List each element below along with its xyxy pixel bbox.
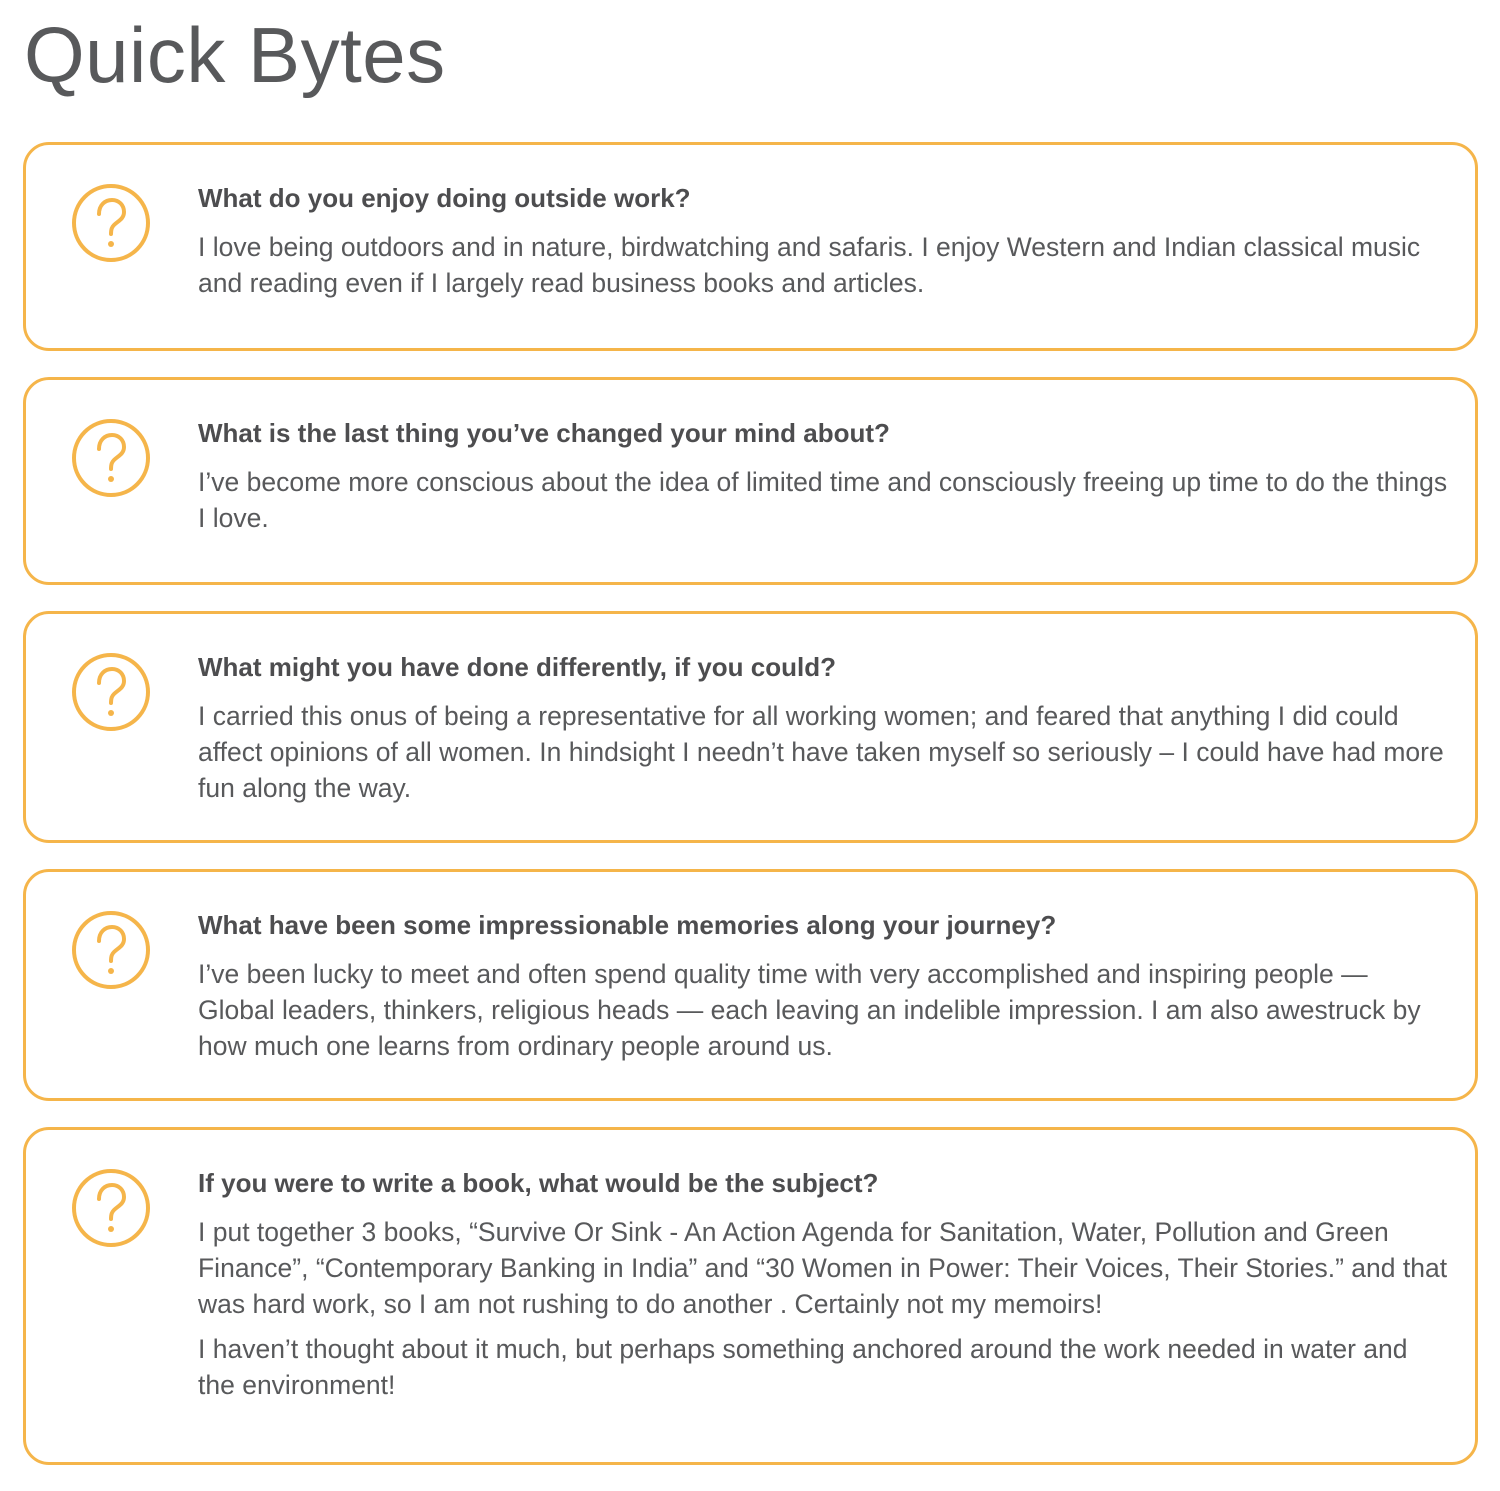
question-text: What have been some impressionable memories along your journey? xyxy=(198,910,1057,940)
answer-text: I’ve become more conscious about the idea of limited time and consciously freeing up time to do the things I love. xyxy=(198,467,1448,533)
question-circle-icon xyxy=(71,652,151,732)
question-text: If you were to write a book, what would be the subject? xyxy=(198,1168,879,1198)
page-title: Quick Bytes xyxy=(24,11,446,99)
qa-content xyxy=(198,181,1448,301)
qa-card xyxy=(23,1127,1478,1465)
answer-text: I carried this onus of being a representative for all working women; and feared that anything I did could affect opinions of all women. In hindsight I needn’t have taken myself so seriously – I could have had more fun along the way. xyxy=(198,701,1444,803)
question-circle-icon xyxy=(71,1168,151,1248)
qa-card xyxy=(23,869,1478,1101)
qa-card xyxy=(23,142,1478,351)
question-text: What might you have done differently, if you could? xyxy=(198,652,836,682)
qa-content xyxy=(198,1166,1448,1403)
question-circle-icon xyxy=(71,910,151,990)
qa-content xyxy=(198,908,1448,1064)
answer-text: I haven’t thought about it much, but perhaps something anchored around the work needed in water and the environment! xyxy=(198,1334,1408,1400)
quick-bytes-list xyxy=(23,142,1478,1491)
question-text: What do you enjoy doing outside work? xyxy=(198,183,691,213)
answer-text: I love being outdoors and in nature, birdwatching and safaris. I enjoy Western and Indian classical music and reading even if I largely read business books and articles. xyxy=(198,232,1421,298)
question-text: What is the last thing you’ve changed your mind about? xyxy=(198,418,890,448)
qa-card xyxy=(23,377,1478,585)
qa-content xyxy=(198,650,1448,806)
answer-text: I’ve been lucky to meet and often spend quality time with very accomplished and inspiring people — Global leaders, thinkers, religious heads — each leaving an indelible impression. I am also awestruck by how much one learns from ordinary people around us. xyxy=(198,959,1421,1061)
answer-text: I put together 3 books, “Survive Or Sink - An Action Agenda for Sanitation, Water, Pollution and Green Finance”, “Contemporary Banking in India” and “30 Women in Power: Their Voices, Their Stories.” and that was hard work, so I am not rushing to do another . Certainly not my memoirs! xyxy=(198,1217,1448,1319)
qa-card xyxy=(23,611,1478,843)
question-circle-icon xyxy=(71,418,151,498)
qa-content xyxy=(198,416,1448,536)
question-circle-icon xyxy=(71,183,151,263)
